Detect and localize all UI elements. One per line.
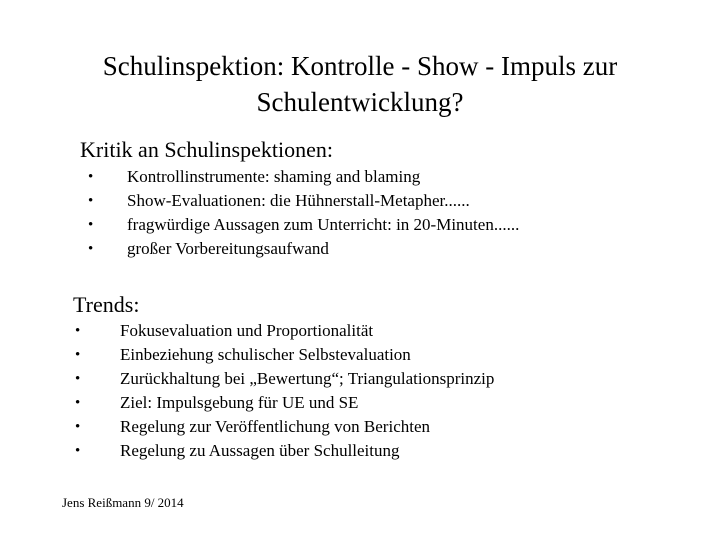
kritik-item-text: Show-Evaluationen: die Hühnerstall-Metapher...... [127, 191, 470, 210]
bullet-icon: • [75, 443, 81, 459]
kritik-heading: Kritik an Schulinspektionen: [80, 137, 333, 162]
bullet-icon: • [88, 241, 94, 257]
bullet-icon: • [75, 419, 81, 435]
trends-item-text: Regelung zu Aussagen über Schulleitung [120, 441, 400, 460]
footer-author-date: Jens Reißmann 9/ 2014 [62, 495, 184, 510]
trends-item-text: Fokusevaluation und Proportionalität [120, 321, 374, 340]
slide-title-line-2: Schulentwicklung? [256, 87, 464, 117]
trends-item-text: Einbeziehung schulischer Selbstevaluation [120, 345, 411, 364]
kritik-item-text: fragwürdige Aussagen zum Unterricht: in 20-Minuten...... [127, 215, 520, 234]
bullet-icon: • [88, 217, 94, 233]
bullet-icon: • [88, 193, 94, 209]
bullet-icon: • [75, 347, 81, 363]
bullet-icon: • [75, 323, 81, 339]
trends-item-text: Regelung zur Veröffentlichung von Berichten [120, 417, 431, 436]
slide-title [40, 48, 680, 120]
bullet-icon: • [75, 371, 81, 387]
trends-heading: Trends: [73, 292, 140, 317]
bullet-icon: • [88, 169, 94, 185]
kritik-item-text: Kontrollinstrumente: shaming and blaming [127, 167, 421, 186]
trends-item-text: Zurückhaltung bei „Bewertung“; Triangulationsprinzip [120, 369, 495, 388]
slide-title-line-1: Schulinspektion: Kontrolle - Show - Impuls zur [102, 51, 618, 81]
trends-item-text: Ziel: Impulsgebung für UE und SE [120, 393, 359, 412]
bullet-icon: • [75, 395, 81, 411]
kritik-item-text: großer Vorbereitungsaufwand [127, 239, 329, 258]
